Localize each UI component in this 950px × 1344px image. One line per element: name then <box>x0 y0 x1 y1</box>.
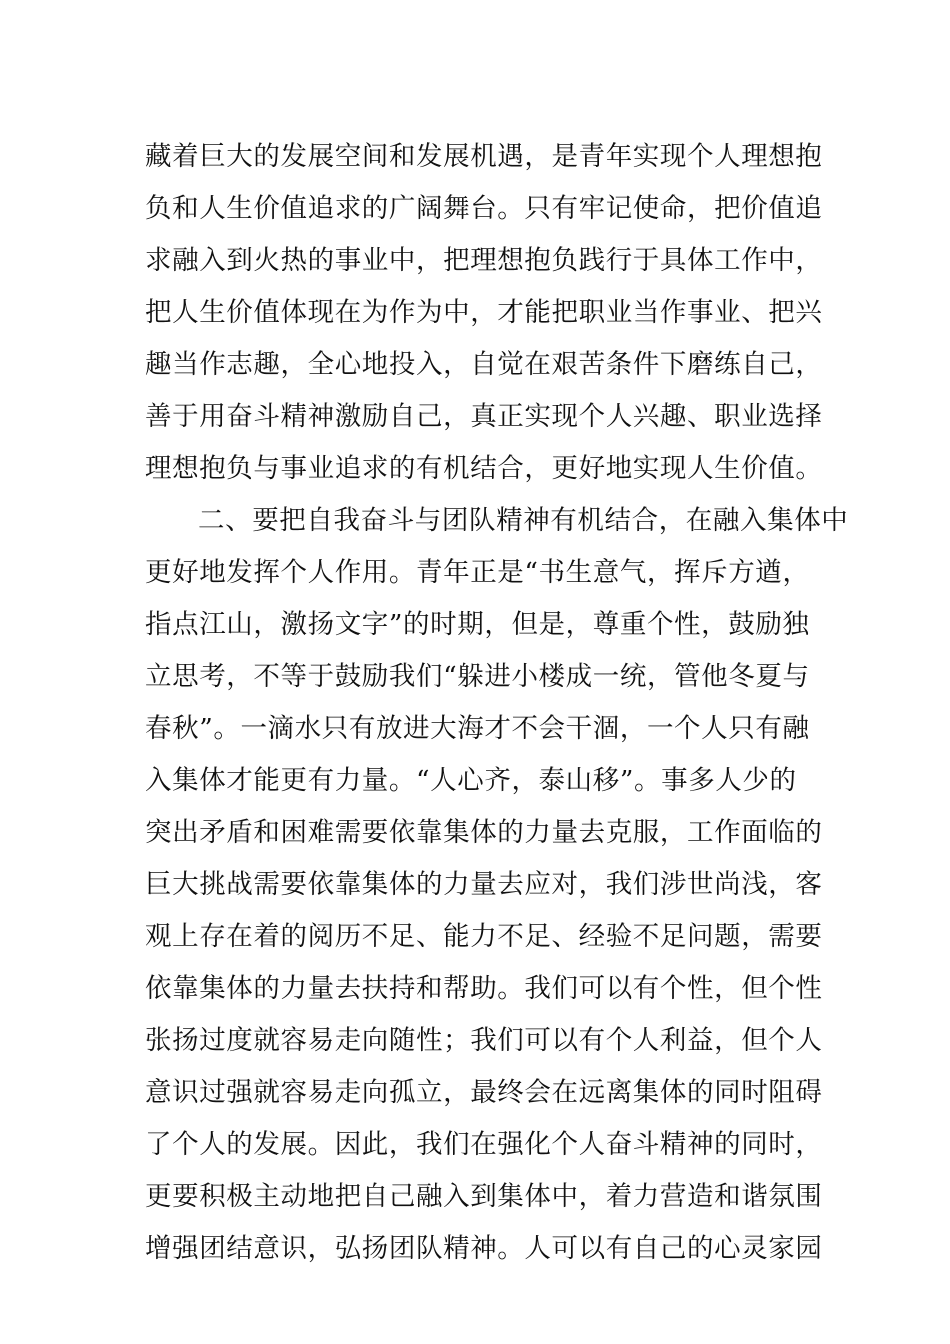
text-line: 负和人生价值追求的广阔舞台。只有牢记使命，把价值追 <box>145 193 823 224</box>
text-line: 增强团结意识，弘扬团队精神。人可以有自己的心灵家园 <box>145 1233 823 1264</box>
text-line: 春秋”。一滴水只有放进大海才不会干涸，一个人只有融 <box>145 713 810 744</box>
text-line: 指点江山，激扬文字”的时期，但是，尊重个性，鼓励独 <box>145 609 810 640</box>
text-line: 求融入到火热的事业中，把理想抱负践行于具体工作中， <box>145 245 823 276</box>
text-line: 理想抱负与事业追求的有机结合，更好地实现人生价值。 <box>145 453 823 484</box>
text-line: 突出矛盾和困难需要依靠集体的力量去克服，工作面临的 <box>145 817 823 848</box>
text-line: 巨大挑战需要依靠集体的力量去应对，我们涉世尚浅，客 <box>145 869 823 900</box>
text-line: 把人生价值体现在为作为中，才能把职业当作事业、把兴 <box>145 297 823 328</box>
text-line: 观上存在着的阅历不足、能力不足、经验不足问题，需要 <box>145 921 823 952</box>
text-line: 立思考，不等于鼓励我们“躲进小楼成一统，管他冬夏与 <box>145 661 810 692</box>
paragraph-start-line: 二、要把自我奋斗与团队精神有机结合，在融入集体中 <box>198 505 849 536</box>
text-line: 藏着巨大的发展空间和发展机遇，是青年实现个人理想抱 <box>145 141 823 172</box>
text-line: 更好地发挥个人作用。青年正是“书生意气，挥斥方遒， <box>145 557 810 588</box>
text-line: 张扬过度就容易走向随性；我们可以有个人利益，但个人 <box>145 1025 823 1056</box>
text-line: 趣当作志趣，全心地投入，自觉在艰苦条件下磨练自己， <box>145 349 823 380</box>
text-line: 依靠集体的力量去扶持和帮助。我们可以有个性，但个性 <box>145 973 823 1004</box>
text-line: 入集体才能更有力量。“人心齐，泰山移”。事多人少的 <box>145 765 797 796</box>
text-line: 善于用奋斗精神激励自己，真正实现个人兴趣、职业选择 <box>145 401 823 432</box>
text-line: 意识过强就容易走向孤立，最终会在远离集体的同时阻碍 <box>145 1077 823 1108</box>
text-line: 更要积极主动地把自己融入到集体中，着力营造和谐氛围 <box>145 1181 823 1212</box>
text-line: 了个人的发展。因此，我们在强化个人奋斗精神的同时， <box>145 1129 823 1160</box>
